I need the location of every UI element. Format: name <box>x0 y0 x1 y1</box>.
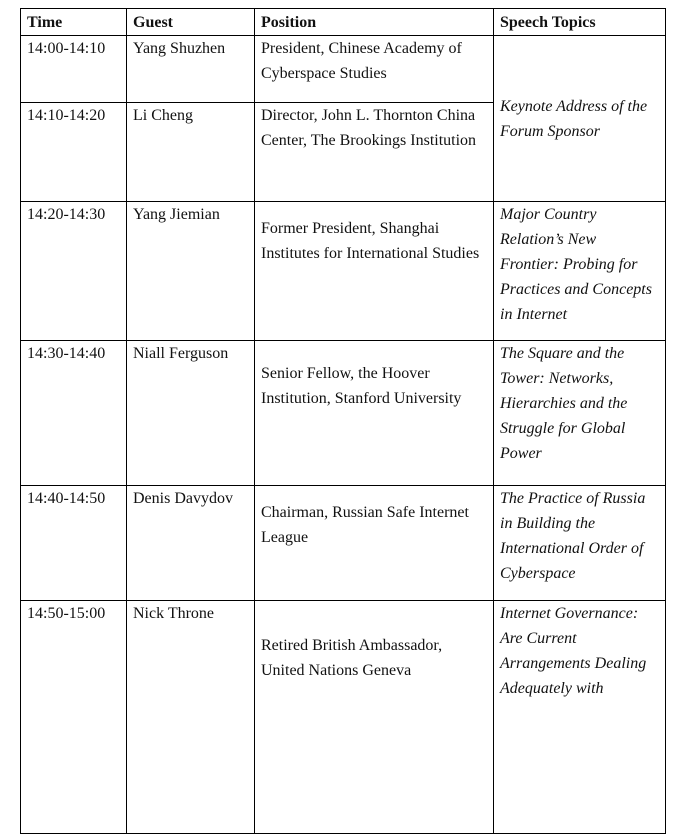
schedule-table <box>20 8 666 834</box>
position-cell: Director, John L. Thornton China Center, The Brookings Institution <box>255 103 494 202</box>
topic-cell: The Practice of Russia in Building the International Order of Cyberspace <box>494 486 666 601</box>
position-cell: President, Chinese Academy of Cyberspace Studies <box>255 36 494 103</box>
table-header-row <box>21 9 666 36</box>
position-cell: Former President, Shanghai Institutes for International Studies <box>255 202 494 341</box>
topic-cell: Major Country Relation’s New Frontier: Probing for Practices and Concepts in Internet <box>494 202 666 341</box>
position-cell: Retired British Ambassador, United Nations Geneva <box>255 601 494 834</box>
table-row <box>21 341 666 486</box>
header-speech-topics: Speech Topics <box>494 9 666 36</box>
guest-cell: Denis Davydov <box>127 486 255 601</box>
schedule-container <box>20 8 666 834</box>
guest-cell: Nick Throne <box>127 601 255 834</box>
topic-cell-merged: Keynote Address of the Forum Sponsor <box>494 36 666 202</box>
table-row <box>21 202 666 341</box>
time-cell: 14:50-15:00 <box>21 601 127 834</box>
position-cell: Senior Fellow, the Hoover Institution, Stanford University <box>255 341 494 486</box>
guest-cell: Li Cheng <box>127 103 255 202</box>
guest-cell: Niall Ferguson <box>127 341 255 486</box>
header-guest: Guest <box>127 9 255 36</box>
time-cell: 14:20-14:30 <box>21 202 127 341</box>
time-cell: 14:00-14:10 <box>21 36 127 103</box>
guest-cell: Yang Shuzhen <box>127 36 255 103</box>
table-row <box>21 601 666 834</box>
table-row <box>21 486 666 601</box>
header-time: Time <box>21 9 127 36</box>
topic-cell: Internet Governance: Are Current Arrangements Dealing Adequately with <box>494 601 666 834</box>
header-position: Position <box>255 9 494 36</box>
topic-cell: The Square and the Tower: Networks, Hierarchies and the Struggle for Global Power <box>494 341 666 486</box>
time-cell: 14:30-14:40 <box>21 341 127 486</box>
time-cell: 14:10-14:20 <box>21 103 127 202</box>
time-cell: 14:40-14:50 <box>21 486 127 601</box>
table-row <box>21 36 666 103</box>
position-cell: Chairman, Russian Safe Internet League <box>255 486 494 601</box>
guest-cell: Yang Jiemian <box>127 202 255 341</box>
